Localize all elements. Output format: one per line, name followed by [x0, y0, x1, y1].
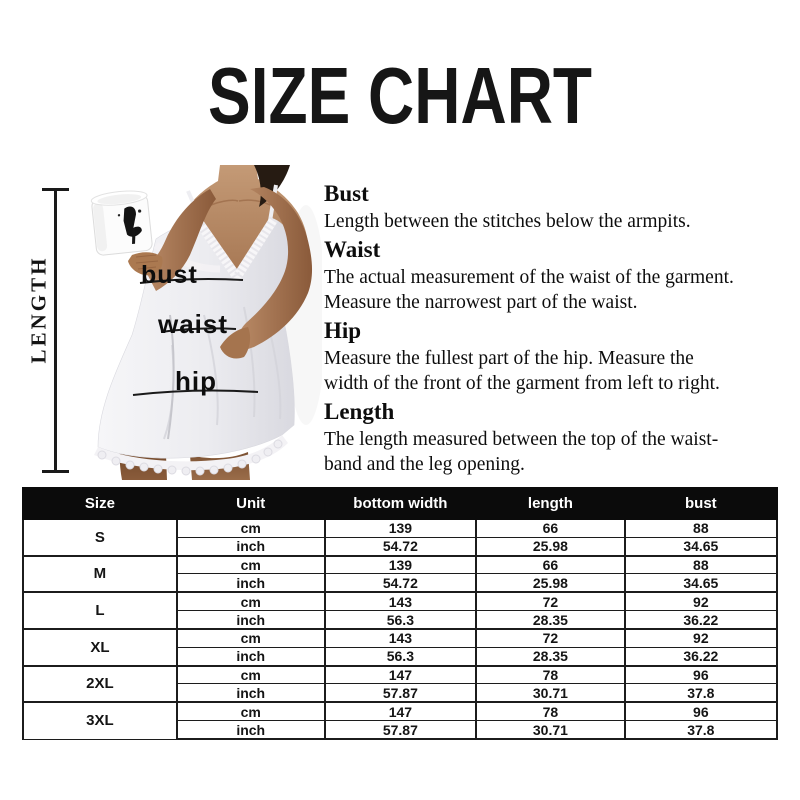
unit-cell: cm — [177, 666, 325, 684]
value-cell: 56.3 — [325, 611, 477, 629]
unit-cell: inch — [177, 611, 325, 629]
size-cell: L — [23, 592, 177, 629]
table-row — [23, 702, 777, 720]
value-cell: 36.22 — [625, 647, 777, 665]
definition-text-line: width of the front of the garment from left to right. — [324, 373, 720, 394]
size-cell: S — [23, 519, 177, 556]
unit-cell: inch — [177, 684, 325, 702]
value-cell: 57.87 — [325, 721, 477, 739]
value-cell: 28.35 — [476, 611, 625, 629]
size-table — [22, 487, 778, 740]
value-cell: 96 — [625, 702, 777, 720]
unit-cell: inch — [177, 647, 325, 665]
unit-cell: cm — [177, 519, 325, 537]
value-cell: 30.71 — [476, 684, 625, 702]
definition-term: Waist — [324, 236, 381, 262]
definition-text-line: Length between the stitches below the armpits. — [324, 211, 691, 232]
unit-cell: inch — [177, 574, 325, 592]
value-cell: 37.8 — [625, 721, 777, 739]
value-cell: 72 — [476, 629, 625, 647]
size-table-body — [23, 519, 777, 739]
definition-text-line: The actual measurement of the waist of the garment. — [324, 266, 734, 288]
value-cell: 143 — [325, 629, 477, 647]
unit-cell: inch — [177, 721, 325, 739]
definition-term: Hip — [324, 317, 362, 343]
definition-term: Length — [324, 398, 395, 424]
unit-cell: inch — [177, 537, 325, 555]
value-cell: 147 — [325, 666, 477, 684]
size-cell: 2XL — [23, 666, 177, 703]
definition-length — [324, 397, 794, 478]
value-cell: 92 — [625, 592, 777, 610]
value-cell: 56.3 — [325, 647, 477, 665]
hip-label: hip — [175, 366, 217, 396]
definition-bust — [324, 179, 794, 235]
value-cell: 28.35 — [476, 647, 625, 665]
unit-cell: cm — [177, 592, 325, 610]
value-cell: 147 — [325, 702, 477, 720]
value-cell: 66 — [476, 519, 625, 537]
table-row — [23, 556, 777, 574]
definition-term: Bust — [324, 181, 369, 206]
definition-waist — [324, 235, 794, 316]
value-cell: 34.65 — [625, 537, 777, 555]
value-cell: 25.98 — [476, 574, 625, 592]
value-cell: 72 — [476, 592, 625, 610]
value-cell: 36.22 — [625, 611, 777, 629]
unit-cell: cm — [177, 556, 325, 574]
definition-text-line: Measure the fullest part of the hip. Measure the — [324, 347, 694, 369]
value-cell: 139 — [325, 556, 477, 574]
value-cell: 78 — [476, 702, 625, 720]
size-cell: 3XL — [23, 702, 177, 739]
value-cell: 96 — [625, 666, 777, 684]
size-cell: XL — [23, 629, 177, 666]
unit-cell: cm — [177, 629, 325, 647]
table-header-cell: Size — [23, 488, 177, 519]
value-cell: 88 — [625, 519, 777, 537]
table-header-cell: bottom width — [325, 488, 477, 519]
definition-hip — [324, 316, 794, 397]
value-cell: 30.71 — [476, 721, 625, 739]
value-cell: 25.98 — [476, 537, 625, 555]
waist-label: waist — [158, 309, 229, 339]
value-cell: 143 — [325, 592, 477, 610]
value-cell: 66 — [476, 556, 625, 574]
table-row — [23, 519, 777, 537]
bust-label: bust — [141, 261, 198, 289]
measurement-definitions — [324, 179, 794, 478]
length-label: LENGTH — [26, 255, 51, 364]
table-row — [23, 629, 777, 647]
table-row — [23, 666, 777, 684]
value-cell: 139 — [325, 519, 477, 537]
table-header-cell: length — [476, 488, 625, 519]
value-cell: 37.8 — [625, 684, 777, 702]
value-cell: 92 — [625, 629, 777, 647]
definition-text-line: Measure the narrowest part of the waist. — [324, 292, 638, 313]
length-cap-bottom — [42, 470, 69, 473]
definition-text-line: band and the leg opening. — [324, 454, 525, 475]
length-line — [54, 190, 57, 473]
value-cell: 34.65 — [625, 574, 777, 592]
table-row — [23, 592, 777, 610]
size-cell: M — [23, 556, 177, 593]
table-header-row — [23, 488, 777, 519]
page-title: SIZE CHART — [208, 51, 592, 140]
unit-cell: cm — [177, 702, 325, 720]
value-cell: 78 — [476, 666, 625, 684]
value-cell: 54.72 — [325, 574, 477, 592]
table-header-cell: Unit — [177, 488, 325, 519]
value-cell: 54.72 — [325, 537, 477, 555]
definition-text-line: The length measured between the top of the waist- — [324, 428, 719, 450]
value-cell: 88 — [625, 556, 777, 574]
table-header-cell: bust — [625, 488, 777, 519]
value-cell: 57.87 — [325, 684, 477, 702]
